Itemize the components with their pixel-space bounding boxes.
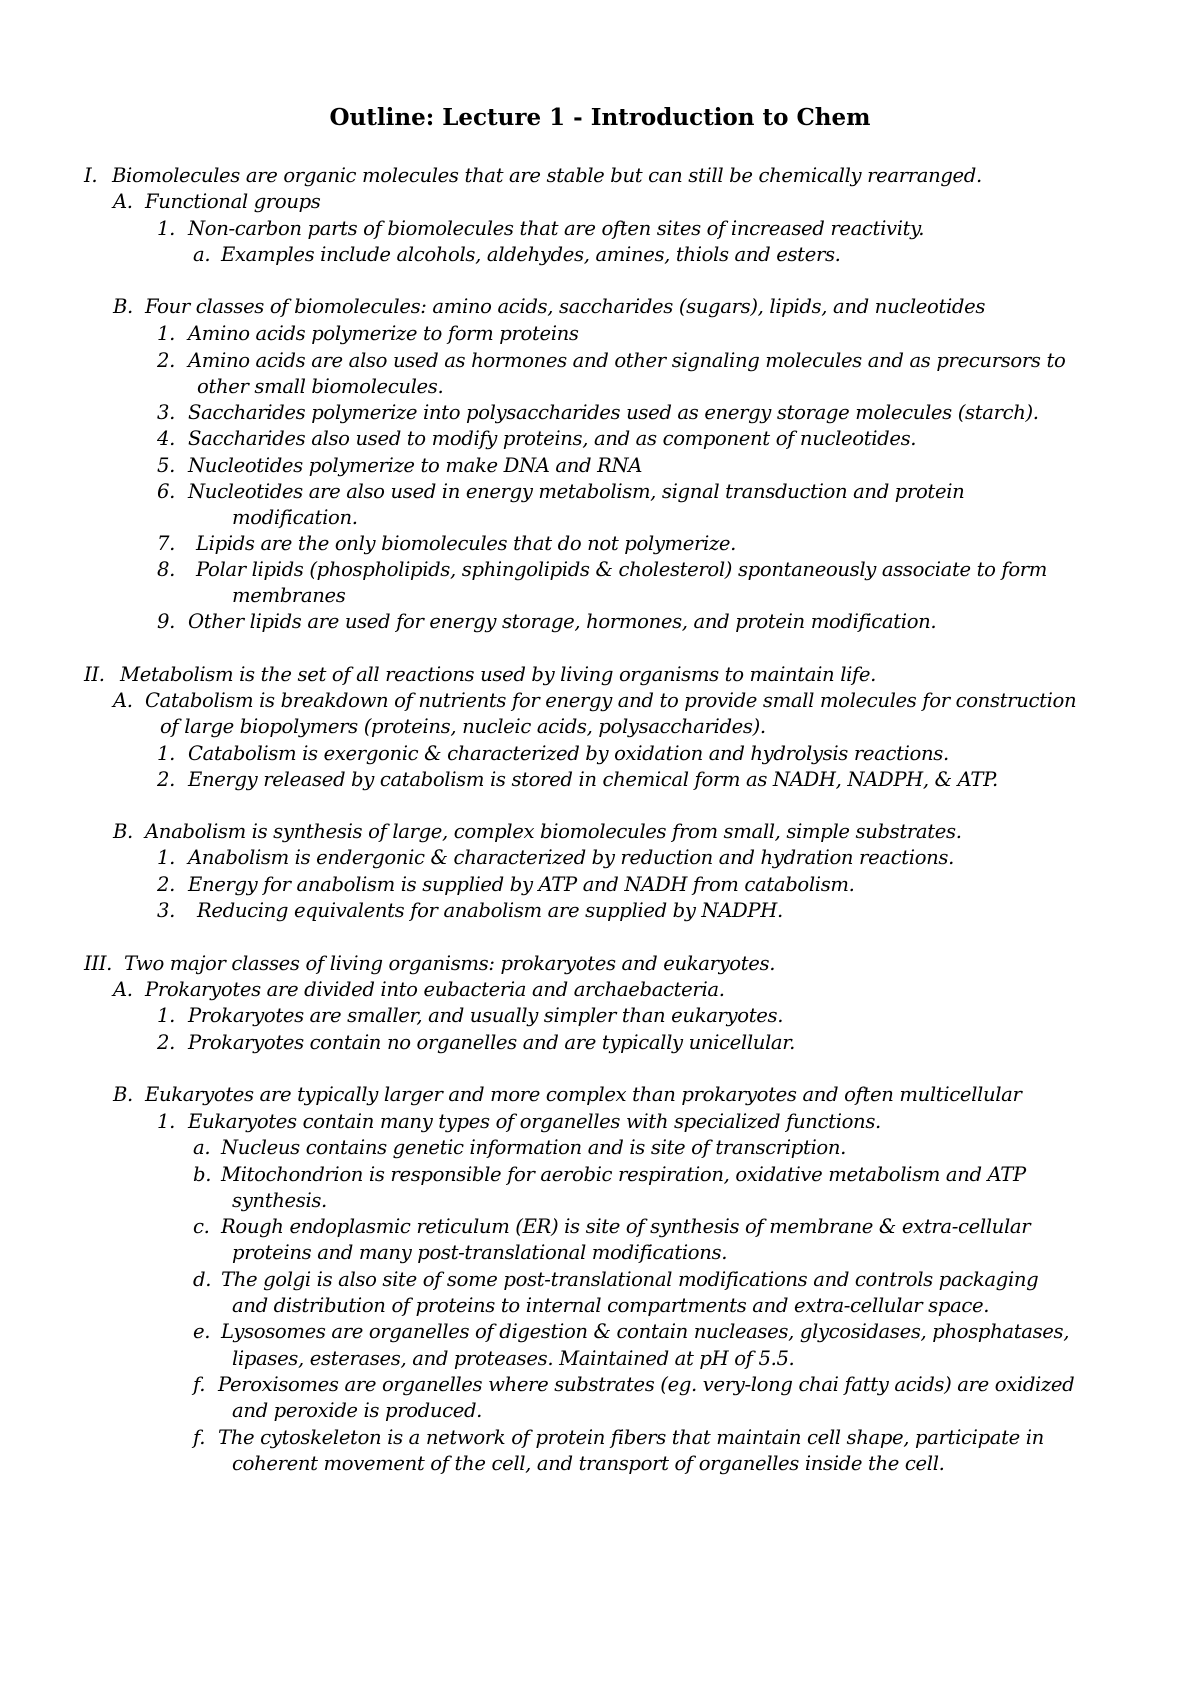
outline-marker: a. [193, 1136, 211, 1159]
outline-text: The cytoskeleton is a network of protein fibers that maintain cell shape, participate in [218, 1426, 1044, 1449]
outline-marker: 1. [157, 742, 175, 765]
outline-text: Rough endoplasmic reticulum (ER) is site of synthesis of membrane & extra-cellular [221, 1215, 1031, 1238]
outline-marker: B. [113, 295, 133, 318]
outline-text: Nucleus contains genetic information and is site of transcription. [221, 1136, 847, 1159]
page-title: Outline: Lecture 1 - Introduction to Chem [329, 104, 871, 131]
outline-text: Amino acids polymerize to form proteins [188, 322, 579, 345]
outline-text: Other lipids are used for energy storage, hormones, and protein modification. [188, 610, 937, 633]
outline-marker: 4. [157, 427, 175, 450]
outline-text: Functional groups [145, 190, 321, 213]
outline-marker: 2. [157, 873, 175, 896]
outline-marker: 8. [157, 558, 175, 581]
outline-text: Nucleotides are also used in energy metabolism, signal transduction and protein [188, 480, 965, 503]
outline-marker: B. [113, 820, 133, 843]
outline-text: Metabolism is the set of all reactions used by living organisms to maintain life. [120, 663, 877, 686]
outline-text: Eukaryotes are typically larger and more complex than prokaryotes and often multicellular [145, 1083, 1022, 1106]
outline-marker: 5. [157, 454, 175, 477]
outline-text: Prokaryotes are divided into eubacteria and archaebacteria. [145, 978, 725, 1001]
outline-marker: II. [84, 663, 105, 686]
outline-marker: 9. [157, 610, 175, 633]
outline-text: Four classes of biomolecules: amino acids, saccharides (sugars), lipids, and nucleotides [145, 295, 986, 318]
outline-text: of large biopolymers (proteins, nucleic acids, polysaccharides). [160, 715, 766, 738]
outline-text: Polar lipids (phospholipids, sphingolipids & cholesterol) spontaneously associate to form [196, 558, 1048, 581]
outline-text: and peroxide is produced. [232, 1399, 483, 1422]
outline-marker: 1. [157, 322, 175, 345]
outline-text: Prokaryotes are smaller, and usually simpler than eukaryotes. [188, 1004, 784, 1027]
outline-text: Peroxisomes are organelles where substrates (eg. very-long chai fatty acids) are oxidized [218, 1373, 1075, 1396]
outline-marker: 1. [157, 1004, 175, 1027]
outline-marker: 6. [157, 480, 175, 503]
outline-text: Two major classes of living organisms: prokaryotes and eukaryotes. [124, 952, 776, 975]
outline-marker: 3. [157, 401, 175, 424]
outline-text: Prokaryotes contain no organelles and are typically unicellular. [188, 1031, 796, 1054]
outline-text: Reducing equivalents for anabolism are supplied by NADPH. [197, 899, 783, 922]
outline-marker: I. [84, 164, 98, 187]
outline-text: Energy released by catabolism is stored in chemical form as NADH, NADPH, & ATP. [188, 768, 998, 791]
outline-text: and distribution of proteins to internal compartments and extra-cellular space. [232, 1294, 990, 1317]
outline-marker: 1. [157, 1110, 175, 1133]
outline-text: Energy for anabolism is supplied by ATP and NADH from catabolism. [188, 873, 855, 896]
outline-text: lipases, esterases, and proteases. Maintained at pH of 5.5. [232, 1347, 795, 1370]
outline-text: coherent movement of the cell, and transport of organelles inside the cell. [232, 1452, 945, 1475]
outline-text: Amino acids are also used as hormones and other signaling molecules and as precursors to [188, 349, 1066, 372]
outline-text: Anabolism is synthesis of large, complex biomolecules from small, simple substrates. [145, 820, 962, 843]
outline-marker: a. [193, 243, 211, 266]
outline-marker: 2. [157, 1031, 175, 1054]
outline-text: Lipids are the only biomolecules that do not polymerize. [196, 532, 737, 555]
outline-text: Lysosomes are organelles of digestion & contain nucleases, glycosidases, phosphatases, [221, 1320, 1070, 1343]
outline-text: Non-carbon parts of biomolecules that are often sites of increased reactivity. [188, 217, 925, 240]
outline-marker: f. [193, 1373, 206, 1396]
outline-marker: 2. [157, 768, 175, 791]
outline-text: modification. [232, 506, 358, 529]
outline-text: The golgi is also site of some post-translational modifications and controls packaging [221, 1268, 1039, 1291]
outline-marker: d. [193, 1268, 212, 1291]
outline-marker: b. [193, 1163, 212, 1186]
outline-marker: A. [113, 190, 133, 213]
outline-text: Examples include alcohols, aldehydes, amines, thiols and esters. [221, 243, 841, 266]
outline-text: Catabolism is exergonic & characterized by oxidation and hydrolysis reactions. [188, 742, 949, 765]
outline-marker: 1. [157, 846, 175, 869]
outline-marker: 7. [157, 532, 175, 555]
outline-marker: A. [113, 689, 133, 712]
outline-marker: 3. [157, 899, 175, 922]
outline-text: Saccharides polymerize into polysaccharides used as energy storage molecules (starch). [188, 401, 1039, 424]
outline-marker: III. [84, 952, 113, 975]
outline-text: other small biomolecules. [197, 375, 444, 398]
outline-text: Catabolism is breakdown of nutrients for energy and to provide small molecules for construction [145, 689, 1077, 712]
outline-text: proteins and many post-translational modifications. [232, 1241, 728, 1264]
outline-marker: 1. [157, 217, 175, 240]
outline-marker: 2. [157, 349, 175, 372]
outline-marker: c. [193, 1215, 210, 1238]
outline-text: Mitochondrion is responsible for aerobic respiration, oxidative metabolism and ATP [221, 1163, 1026, 1186]
outline-text: Nucleotides polymerize to make DNA and RNA [188, 454, 643, 477]
outline-text: Eukaryotes contain many types of organelles with specialized functions. [188, 1110, 881, 1133]
outline-text: synthesis. [232, 1189, 327, 1212]
outline-marker: A. [113, 978, 133, 1001]
outline-marker: B. [113, 1083, 133, 1106]
outline-text: Saccharides also used to modify proteins, and as component of nucleotides. [188, 427, 917, 450]
outline-text: membranes [232, 584, 346, 607]
outline-text: Anabolism is endergonic & characterized by reduction and hydration reactions. [188, 846, 955, 869]
outline-text: Biomolecules are organic molecules that are stable but can still be chemically rearranged. [112, 164, 982, 187]
outline-marker: e. [193, 1320, 211, 1343]
outline-marker: f. [193, 1426, 206, 1449]
